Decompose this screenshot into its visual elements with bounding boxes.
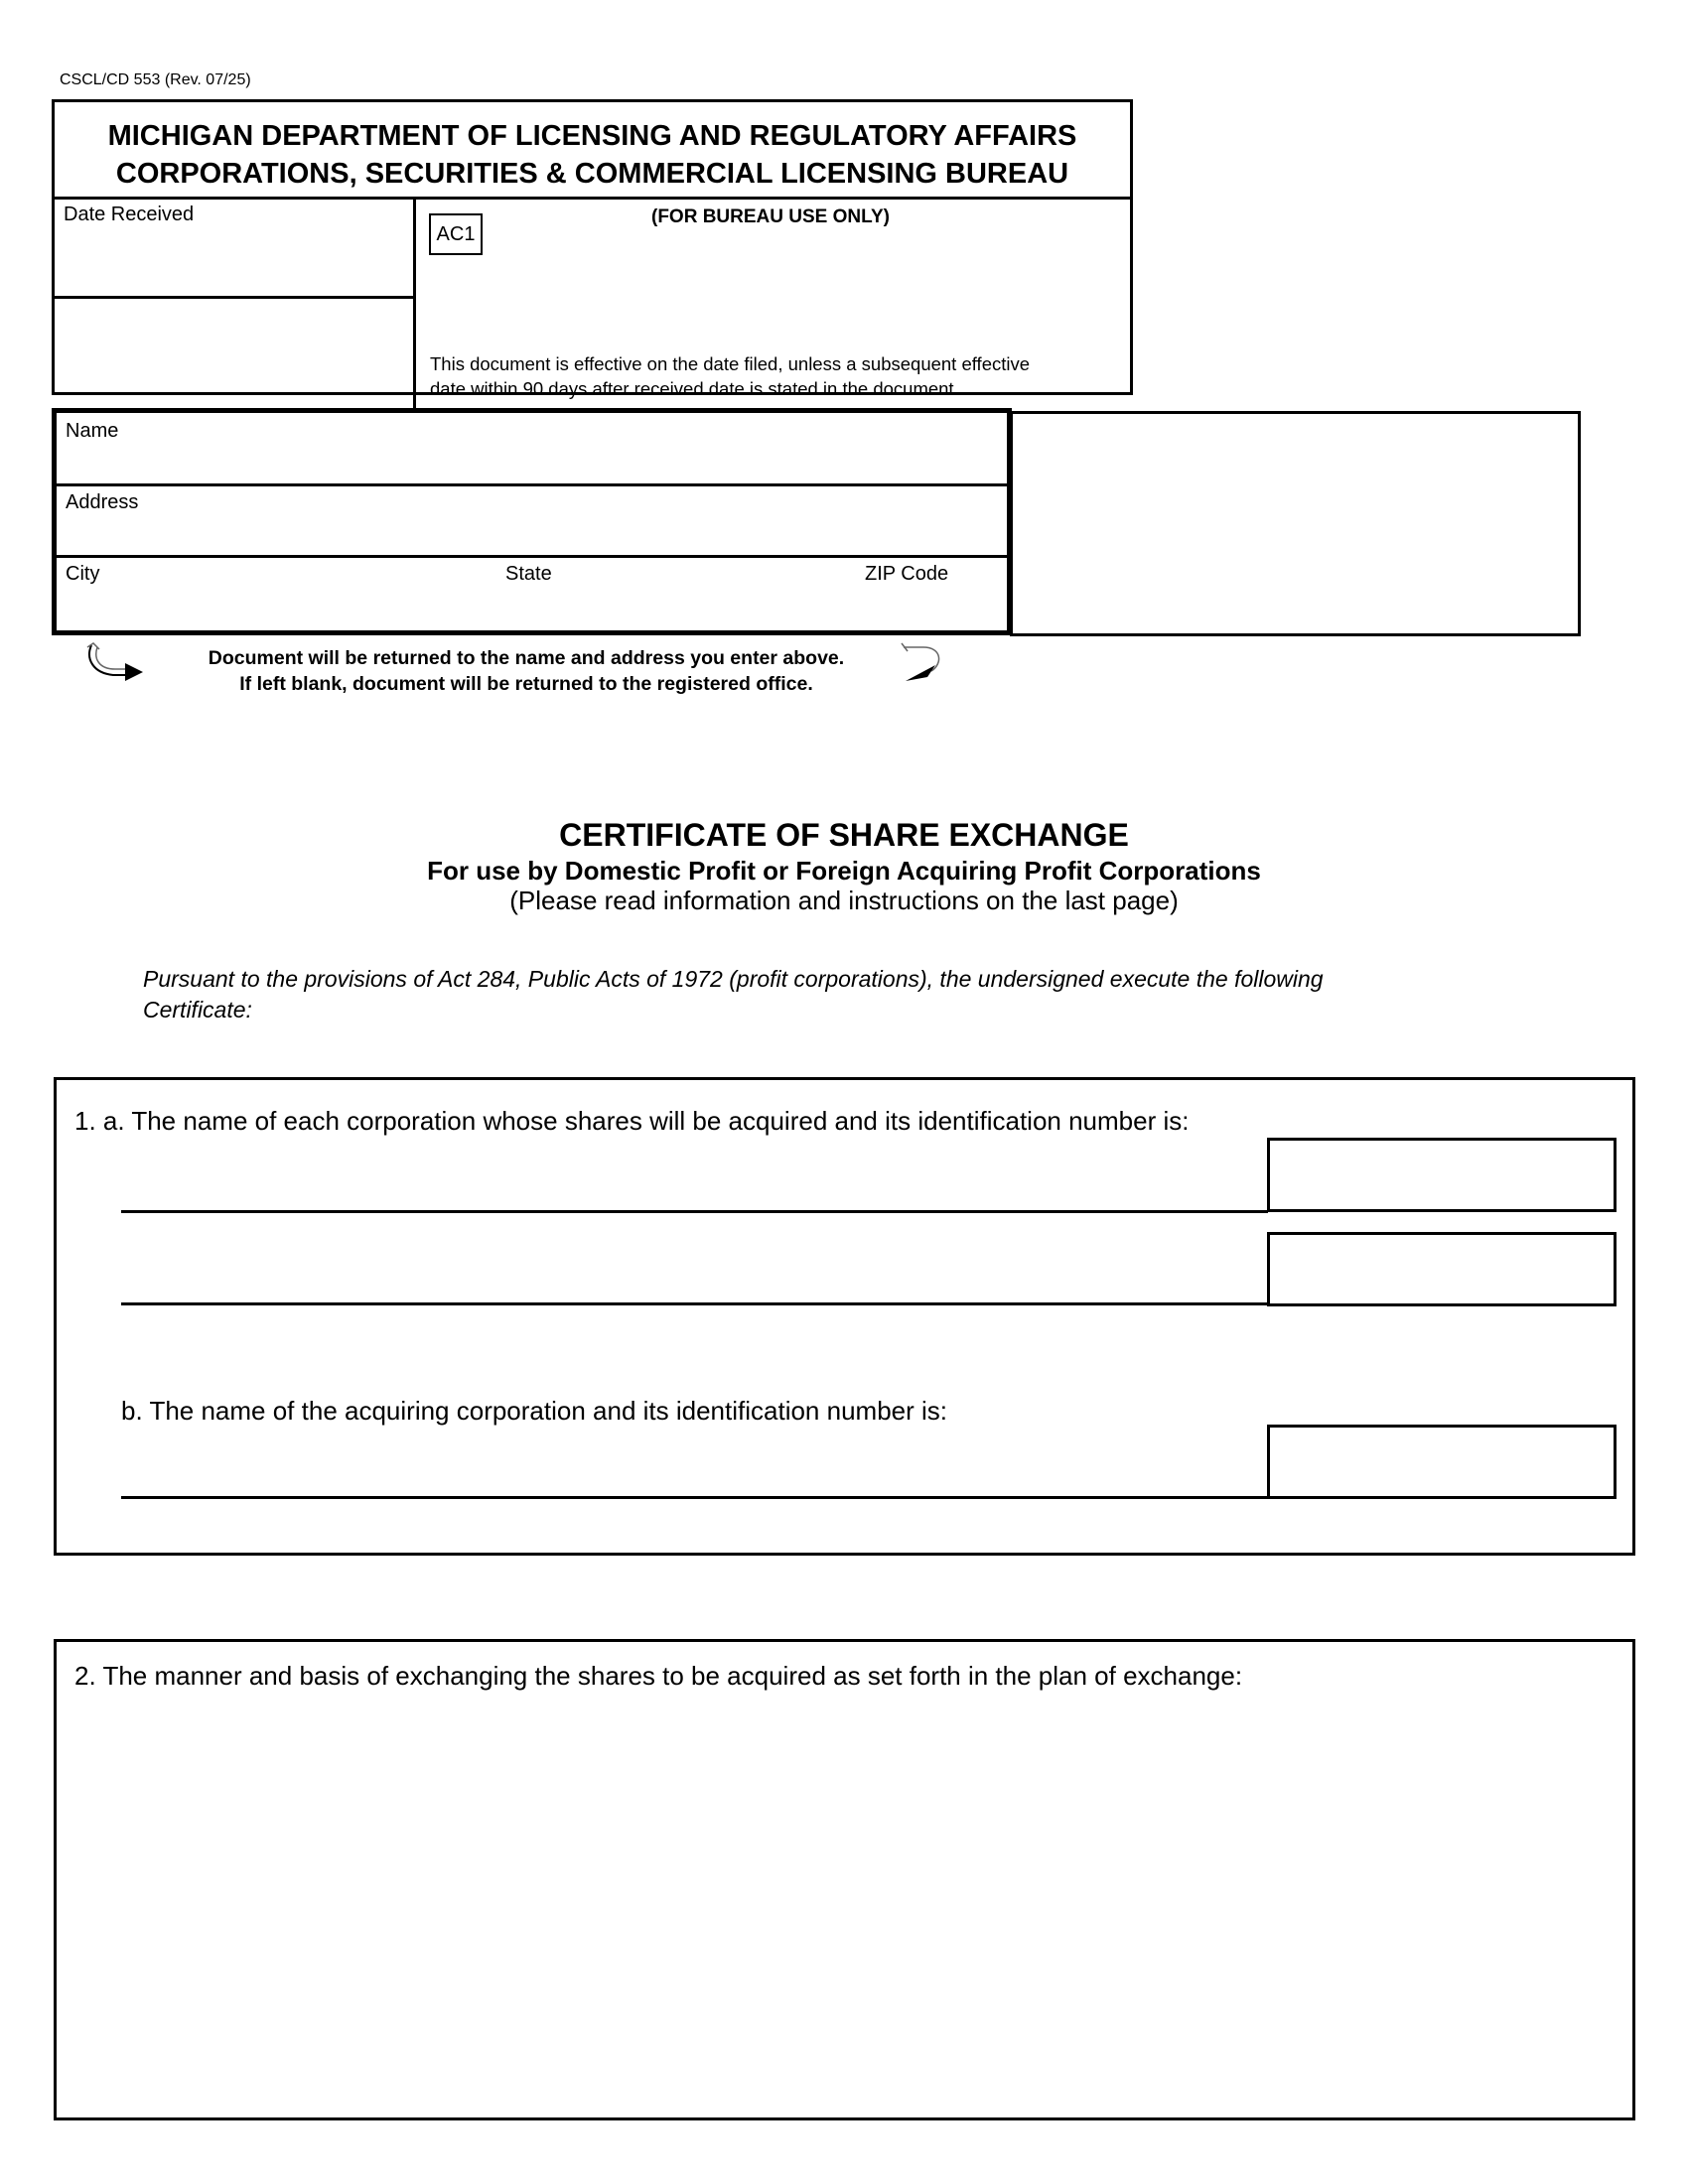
name-divider (55, 483, 1010, 486)
acquired-corp-name-line-2[interactable] (121, 1302, 1268, 1305)
acquiring-corp-name-line[interactable] (121, 1496, 1268, 1499)
pursuant-statement (143, 964, 1454, 1025)
address-field-label: Address (66, 491, 139, 513)
header-title (55, 117, 1130, 193)
acquired-corp-name-line-1[interactable] (121, 1210, 1268, 1213)
name-field-label: Name (66, 420, 119, 442)
certificate-title: CERTIFICATE OF SHARE EXCHANGE (559, 817, 1129, 853)
effective-note-line2: date within 90 days after received date is stated in the document. (430, 378, 959, 399)
bureau-vertical-divider (413, 199, 416, 411)
date-received-label: Date Received (64, 204, 195, 225)
form-code: CSCL/CD 553 (Rev. 07/25) (60, 71, 251, 88)
acquired-corp-id-box-1[interactable] (1267, 1138, 1617, 1212)
ac1-box: AC1 (429, 213, 483, 255)
state-field-label: State (505, 563, 552, 585)
city-field-label: City (66, 563, 100, 585)
return-address-box[interactable] (52, 408, 1012, 635)
bureau-name: CORPORATIONS, SECURITIES & COMMERCIAL LICENSING BUREAU (115, 158, 1069, 190)
address-divider (55, 555, 1010, 558)
date-received-divider (52, 296, 415, 299)
certificate-subtitle: For use by Domestic Profit or Foreign Acquiring Profit Corporations (427, 856, 1261, 886)
return-arrow-right-icon (898, 641, 947, 685)
acquired-corp-id-box-2[interactable] (1267, 1232, 1617, 1306)
acquiring-corp-id-box[interactable] (1267, 1425, 1617, 1499)
section1-item-b: b. The name of the acquiring corporation and its identification number is: (121, 1396, 947, 1426)
effective-note (430, 351, 1125, 401)
pursuant-line1: Pursuant to the provisions of Act 284, Public Acts of 1972 (profit corporations), the undersigned execute the following (143, 966, 1324, 992)
section1-item-a: 1. a. The name of each corporation whose shares will be acquired and its identification number is: (74, 1106, 1190, 1136)
return-arrow-left-icon (83, 641, 147, 685)
section2-item: 2. The manner and basis of exchanging the shares to be acquired as set forth in the plan of exchange: (74, 1661, 1243, 1691)
effective-note-line1: This document is effective on the date filed, unless a subsequent effective (430, 353, 1031, 374)
return-note-line1: Document will be returned to the name and address you enter above. (208, 647, 845, 669)
return-note (149, 645, 904, 697)
header-divider (52, 197, 1133, 200)
pursuant-line2: Certificate: (143, 997, 252, 1023)
bureau-use-label: (FOR BUREAU USE ONLY) (651, 206, 890, 227)
filer-code-box (1010, 411, 1581, 636)
return-note-line2: If left blank, document will be returned to the registered office. (239, 673, 813, 695)
section2-box[interactable] (54, 1639, 1635, 2120)
department-name: MICHIGAN DEPARTMENT OF LICENSING AND REGULATORY AFFAIRS (107, 120, 1077, 152)
zip-field-label: ZIP Code (865, 563, 949, 585)
certificate-instruction: (Please read information and instructions on the last page) (509, 886, 1179, 915)
